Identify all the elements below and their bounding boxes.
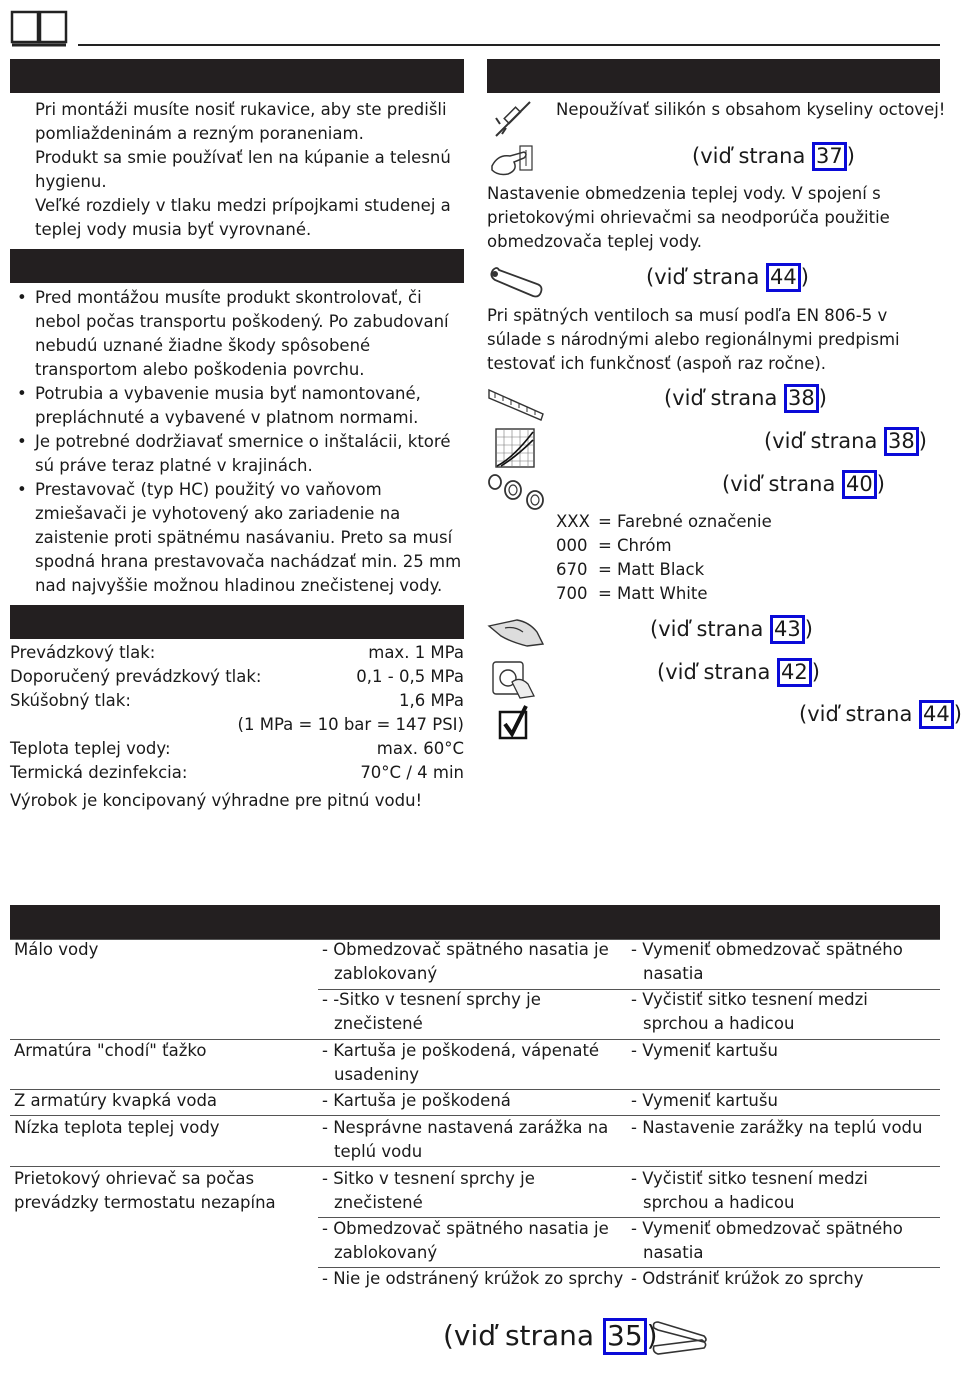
page-ref-suffix: ) <box>800 265 809 289</box>
spec-row <box>10 665 464 689</box>
spec-row <box>10 689 464 713</box>
cause-cell: - Nie je odstránený krúžok zo sprchy <box>322 1269 624 1288</box>
page-ref-prefix: (viď strana <box>443 1319 603 1352</box>
finish-name: Matt Black <box>617 560 705 579</box>
page-ref <box>764 427 927 456</box>
cause-cell: - Kartuša je poškodená, vápenaté usadeniny <box>322 1041 600 1084</box>
finish-row <box>556 558 816 582</box>
page-ref-prefix: (viď strana <box>646 265 766 289</box>
remedy-cell: - Vyčistiť sitko tesnení medzi sprchou a hadicou <box>631 1169 868 1212</box>
cleaning-hand-icon <box>487 612 545 652</box>
page-ref-prefix: (viď strana <box>722 472 842 496</box>
bottom-page-ref <box>443 1316 658 1356</box>
page-ref <box>692 142 855 171</box>
spec-value: (1 MPa = 10 bar = 147 PSI) <box>237 715 464 734</box>
page-ref-suffix: ) <box>876 472 885 496</box>
remedy-cell: - Vymeniť obmedzovač spätného nasatia <box>631 1219 903 1262</box>
page-link[interactable]: 44 <box>766 263 801 292</box>
remedy-cell: - Vymeniť kartušu <box>631 1091 778 1110</box>
wrench-icon <box>487 264 545 300</box>
problem-cell: Málo vody <box>14 940 99 959</box>
spec-value: max. 60°C <box>376 739 464 758</box>
finish-code: XXX <box>556 512 590 531</box>
cause-cell: - Sitko v tesnení sprchy je znečistené <box>322 1169 535 1212</box>
spec-value: 0,1 - 0,5 MPa <box>356 667 464 686</box>
safety-line: Produkt sa smie používať len na kúpanie a telesnú hygienu. <box>35 148 451 191</box>
list-item: • Pred montážou musíte produkt skontrolovať, či nebol počas transportu poškodený. Po zabudovaní nebudú uznané žiadne škody spôsobené transportom alebo poškodenia povrchu. <box>11 286 463 382</box>
page-ref <box>650 615 813 644</box>
temp-limit-note: Nastavenie obmedzenia teplej vody. V spojení s prietokovými ohrievačmi sa neodporúča použitie obmedzovača teplej vody. <box>487 184 890 251</box>
page-link[interactable]: 38 <box>884 427 919 456</box>
silicone-gun-icon <box>492 98 536 138</box>
spec-value: 70°C / 4 min <box>360 763 464 782</box>
finish-sep: = <box>598 512 612 531</box>
page-ref-suffix: ) <box>818 386 827 410</box>
page-ref <box>657 658 820 687</box>
page-link[interactable]: 43 <box>770 615 805 644</box>
section-bar-right <box>487 59 940 93</box>
finish-sep: = <box>598 536 612 555</box>
page-ref <box>799 700 962 729</box>
installation-list <box>11 286 463 598</box>
page-ref-prefix: (viď strana <box>657 660 777 684</box>
remedy-cell: - Nastavenie zarážky na teplú vodu <box>631 1118 923 1137</box>
page-ref <box>646 263 809 292</box>
cause-cell: - Nesprávne nastavená zarážka na teplú vodu <box>322 1118 609 1161</box>
silicone-note: Nepoužívať silikón s obsahom kyseliny octovej! <box>556 100 946 119</box>
spec-row <box>10 641 464 665</box>
spec-label: Termická dezinfekcia: <box>10 763 188 782</box>
finish-name: Matt White <box>617 584 708 603</box>
spec-label: Teplota teplej vody: <box>10 739 171 758</box>
page-ref-suffix: ) <box>811 660 820 684</box>
cartridge-hand-icon <box>490 656 538 700</box>
drinking-water-note: Výrobok je koncipovaný výhradne pre pitnú vodu! <box>10 791 423 810</box>
page-ref-prefix: (viď strana <box>664 386 784 410</box>
finish-sep: = <box>598 584 612 603</box>
section-bar-safety <box>10 59 464 93</box>
remedy-cell: - Odstrániť krúžok zo sprchy <box>631 1269 864 1288</box>
list-item: • Je potrebné dodržiavať smernice o inštalácii, ktoré sú práve teraz platné v krajinách. <box>11 430 463 478</box>
finish-code: 000 <box>556 536 588 555</box>
finish-row <box>556 582 816 606</box>
checkbox-icon <box>498 704 530 740</box>
section-bar-installation <box>10 249 464 283</box>
page-link[interactable]: 38 <box>784 384 819 413</box>
page-ref-suffix: ) <box>918 429 927 453</box>
finish-code: 670 <box>556 560 588 579</box>
tools-icon <box>650 1318 710 1358</box>
page-link[interactable]: 37 <box>812 142 847 171</box>
page-link[interactable]: 42 <box>777 658 812 687</box>
safety-line: Veľké rozdiely v tlaku medzi prípojkami studenej a teplej vody musia byť vyrovnané. <box>35 196 451 239</box>
finish-name: Chróm <box>617 536 672 555</box>
spec-row <box>10 737 464 761</box>
temperature-hand-icon <box>488 140 536 180</box>
cause-cell: - Obmedzovač spätného nasatia je zablokovaný <box>322 1219 609 1262</box>
page-ref <box>664 384 827 413</box>
remedy-cell: - Vymeniť kartušu <box>631 1041 778 1060</box>
spec-label: Doporučený prevádzkový tlak: <box>10 667 262 686</box>
safety-text <box>35 98 460 242</box>
page-ref-prefix: (viď strana <box>692 144 812 168</box>
spec-label: Prevádzkový tlak: <box>10 643 156 662</box>
finish-row <box>556 510 816 534</box>
page-ref-prefix: (viď strana <box>799 702 919 726</box>
cause-cell: - Kartuša je poškodená <box>322 1091 511 1110</box>
page-link[interactable]: 35 <box>603 1318 647 1355</box>
flow-graph-icon <box>495 428 535 468</box>
finish-name: Farebné označenie <box>617 512 772 531</box>
finish-sep: = <box>598 560 612 579</box>
problem-cell: Nízka teplota teplej vody <box>14 1118 220 1137</box>
section-bar-troubleshooting <box>10 905 940 939</box>
header-rule <box>78 44 940 46</box>
remedy-cell: - Vyčistiť sitko tesnení medzi sprchou a hadicou <box>631 990 868 1033</box>
list-item: • Potrubia a vybavenie musia byť namontované, prepláchnuté a vybavené v platnom normami. <box>11 382 463 430</box>
spec-label: Skúšobný tlak: <box>10 691 131 710</box>
problem-cell: Armatúra "chodí" ťažko <box>14 1041 207 1060</box>
page-ref-suffix: ) <box>846 144 855 168</box>
problem-cell: Prietokový ohrievač sa počas prevádzky termostatu nezapína <box>14 1169 276 1212</box>
page-ref-suffix: ) <box>646 1319 658 1352</box>
finish-code: 700 <box>556 584 588 603</box>
page-ref <box>722 470 885 499</box>
page-link[interactable]: 44 <box>919 700 954 729</box>
problem-cell: Z armatúry kvapká voda <box>14 1091 218 1110</box>
cause-cell: - -Sitko v tesnení sprchy je znečistené <box>322 990 541 1033</box>
book-icon <box>10 10 68 48</box>
finish-row <box>556 534 816 558</box>
remedy-cell: - Vymeniť obmedzovač spätného nasatia <box>631 940 903 983</box>
safety-line: Pri montáži musíte nosiť rukavice, aby ste predišli pomliaždeninám a rezným poraneniam. <box>35 100 447 143</box>
page-ref-suffix: ) <box>804 617 813 641</box>
valve-note: Pri spätných ventiloch sa musí podľa EN 806-5 v súlade s národnými alebo regionálnymi predpismi testovať ich funkčnosť (aspoň raz ročne). <box>487 306 900 373</box>
parts-icon <box>487 472 545 510</box>
page-ref-suffix: ) <box>953 702 962 726</box>
spec-value: 1,6 MPa <box>398 691 464 710</box>
finish-list <box>556 510 816 606</box>
spec-value: max. 1 MPa <box>368 643 464 662</box>
list-item: • Prestavovač (typ HC) použitý vo vaňovom zmiešavači je vyhotovený ako zariadenie na zaistenie proti spätnému nasávaniu. Preto sa musí spodná hrana prestavovača nachádzať min. 25 mm nad najvyššie možnou hladinou znečistenej vody. <box>11 478 463 598</box>
ruler-icon <box>487 386 545 422</box>
page-ref-prefix: (viď strana <box>764 429 884 453</box>
spec-row <box>10 761 464 785</box>
cause-cell: - Obmedzovač spätného nasatia je zablokovaný <box>322 940 609 983</box>
section-bar-specs <box>10 605 464 639</box>
spec-row <box>10 713 464 737</box>
page-ref-prefix: (viď strana <box>650 617 770 641</box>
page-link[interactable]: 40 <box>842 470 877 499</box>
